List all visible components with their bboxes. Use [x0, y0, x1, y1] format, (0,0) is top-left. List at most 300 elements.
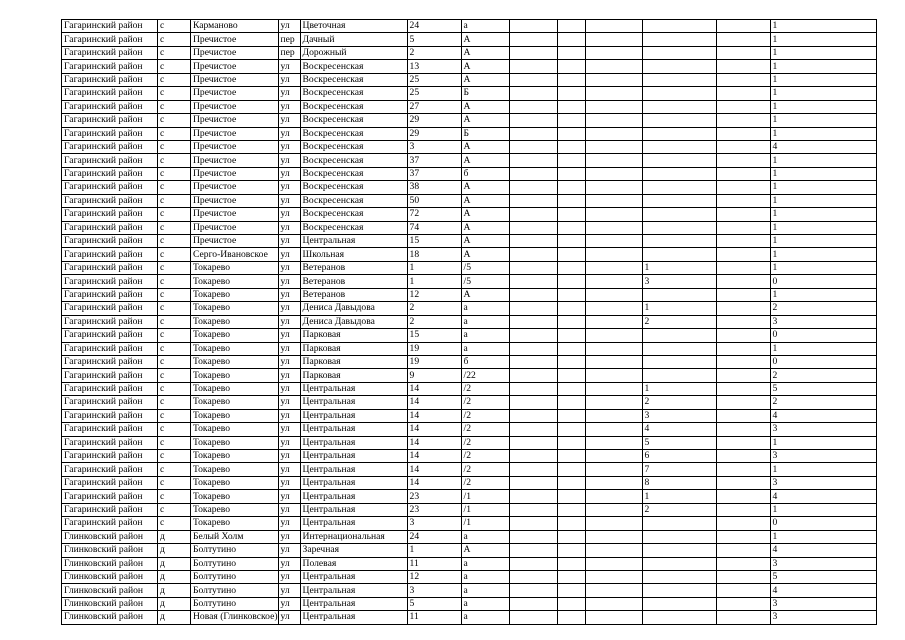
cell-district: Гагаринский район: [62, 87, 158, 100]
cell-house: 38: [407, 181, 461, 194]
cell-house: 12: [407, 570, 461, 583]
cell-house: 29: [407, 114, 461, 127]
cell-c10: [585, 329, 642, 342]
cell-house: 14: [407, 382, 461, 395]
cell-count: 1: [770, 154, 876, 167]
cell-district: Гагаринский район: [62, 382, 158, 395]
cell-c12: [716, 114, 770, 127]
cell-locality: Пречистое: [191, 194, 279, 207]
cell-letter: а: [461, 557, 509, 570]
cell-count: 1: [770, 181, 876, 194]
cell-c8: [509, 261, 557, 274]
cell-c9: [557, 355, 585, 368]
cell-type: с: [158, 127, 191, 140]
cell-street_type: ул: [278, 302, 300, 315]
cell-house: 19: [407, 342, 461, 355]
cell-c12: [716, 60, 770, 73]
cell-type: с: [158, 167, 191, 180]
cell-type: с: [158, 235, 191, 248]
cell-c10: [585, 503, 642, 516]
cell-locality: Токарево: [191, 450, 279, 463]
cell-c9: [557, 557, 585, 570]
cell-district: Гагаринский район: [62, 114, 158, 127]
cell-c8: [509, 503, 557, 516]
cell-letter: А: [461, 114, 509, 127]
cell-c8: [509, 530, 557, 543]
cell-district: Гагаринский район: [62, 46, 158, 59]
cell-c9: [557, 463, 585, 476]
cell-c10: [585, 235, 642, 248]
cell-district: Гагаринский район: [62, 248, 158, 261]
cell-apartment: [642, 181, 716, 194]
cell-c9: [557, 60, 585, 73]
cell-c12: [716, 140, 770, 153]
table-row: [62, 476, 877, 489]
cell-letter: Б: [461, 87, 509, 100]
cell-c10: [585, 20, 642, 33]
cell-district: Глинковский район: [62, 584, 158, 597]
cell-apartment: [642, 584, 716, 597]
cell-c9: [557, 315, 585, 328]
cell-c9: [557, 302, 585, 315]
cell-apartment: 7: [642, 463, 716, 476]
cell-c12: [716, 154, 770, 167]
cell-house: 24: [407, 530, 461, 543]
cell-street_type: ул: [278, 570, 300, 583]
cell-apartment: 4: [642, 423, 716, 436]
cell-c10: [585, 382, 642, 395]
cell-house: 50: [407, 194, 461, 207]
table-row: [62, 342, 877, 355]
cell-locality: Пречистое: [191, 208, 279, 221]
cell-count: 1: [770, 127, 876, 140]
cell-letter: а: [461, 20, 509, 33]
cell-district: Глинковский район: [62, 611, 158, 624]
cell-street_type: ул: [278, 450, 300, 463]
cell-count: 1: [770, 100, 876, 113]
cell-locality: Пречистое: [191, 154, 279, 167]
cell-type: с: [158, 476, 191, 489]
cell-c8: [509, 517, 557, 530]
cell-c9: [557, 329, 585, 342]
cell-street: Центральная: [300, 597, 407, 610]
cell-c10: [585, 140, 642, 153]
cell-apartment: 2: [642, 315, 716, 328]
cell-apartment: [642, 288, 716, 301]
cell-house: 14: [407, 436, 461, 449]
cell-house: 23: [407, 503, 461, 516]
cell-c10: [585, 302, 642, 315]
cell-count: 4: [770, 490, 876, 503]
cell-c10: [585, 208, 642, 221]
cell-letter: а: [461, 530, 509, 543]
cell-house: 25: [407, 87, 461, 100]
cell-type: с: [158, 248, 191, 261]
cell-locality: Пречистое: [191, 221, 279, 234]
cell-letter: А: [461, 544, 509, 557]
cell-c8: [509, 87, 557, 100]
cell-locality: Пречистое: [191, 100, 279, 113]
cell-c8: [509, 194, 557, 207]
table-row: [62, 100, 877, 113]
cell-c10: [585, 261, 642, 274]
table-row: [62, 127, 877, 140]
cell-street_type: ул: [278, 342, 300, 355]
cell-count: 1: [770, 288, 876, 301]
cell-c9: [557, 248, 585, 261]
cell-c8: [509, 382, 557, 395]
cell-c10: [585, 154, 642, 167]
cell-street_type: ул: [278, 275, 300, 288]
cell-type: с: [158, 194, 191, 207]
cell-c12: [716, 342, 770, 355]
cell-street_type: ул: [278, 127, 300, 140]
cell-house: 5: [407, 597, 461, 610]
cell-c9: [557, 476, 585, 489]
cell-street: Ветеранов: [300, 275, 407, 288]
cell-type: с: [158, 261, 191, 274]
cell-count: 1: [770, 73, 876, 86]
table-row: [62, 463, 877, 476]
cell-street_type: ул: [278, 517, 300, 530]
cell-house: 13: [407, 60, 461, 73]
cell-letter: А: [461, 194, 509, 207]
cell-district: Гагаринский район: [62, 235, 158, 248]
cell-district: Гагаринский район: [62, 261, 158, 274]
cell-type: с: [158, 73, 191, 86]
table-row: [62, 517, 877, 530]
cell-district: Гагаринский район: [62, 288, 158, 301]
cell-street_type: ул: [278, 530, 300, 543]
cell-locality: Пречистое: [191, 60, 279, 73]
cell-letter: А: [461, 100, 509, 113]
cell-type: д: [158, 530, 191, 543]
cell-street: Интернациональная: [300, 530, 407, 543]
cell-district: Гагаринский район: [62, 167, 158, 180]
cell-street: Воскресенская: [300, 181, 407, 194]
cell-street: Воскресенская: [300, 167, 407, 180]
cell-c10: [585, 436, 642, 449]
cell-house: 12: [407, 288, 461, 301]
table-row: [62, 450, 877, 463]
cell-letter: А: [461, 154, 509, 167]
cell-c10: [585, 517, 642, 530]
cell-house: 14: [407, 409, 461, 422]
cell-street_type: ул: [278, 248, 300, 261]
cell-house: 25: [407, 73, 461, 86]
cell-street: Центральная: [300, 436, 407, 449]
cell-locality: Токарево: [191, 409, 279, 422]
cell-c12: [716, 476, 770, 489]
cell-apartment: [642, 194, 716, 207]
cell-count: 1: [770, 463, 876, 476]
cell-type: с: [158, 288, 191, 301]
cell-count: 1: [770, 87, 876, 100]
cell-house: 14: [407, 450, 461, 463]
cell-street_type: ул: [278, 409, 300, 422]
cell-count: 0: [770, 275, 876, 288]
cell-letter: /2: [461, 450, 509, 463]
cell-locality: Пречистое: [191, 181, 279, 194]
cell-street_type: ул: [278, 423, 300, 436]
cell-c9: [557, 114, 585, 127]
cell-apartment: 1: [642, 261, 716, 274]
cell-locality: Токарево: [191, 423, 279, 436]
cell-letter: А: [461, 235, 509, 248]
cell-c12: [716, 315, 770, 328]
cell-c10: [585, 570, 642, 583]
cell-count: 2: [770, 369, 876, 382]
cell-c10: [585, 544, 642, 557]
cell-street_type: ул: [278, 382, 300, 395]
cell-house: 14: [407, 463, 461, 476]
cell-count: 1: [770, 20, 876, 33]
cell-locality: Болтутино: [191, 584, 279, 597]
cell-c12: [716, 181, 770, 194]
cell-c9: [557, 127, 585, 140]
cell-c12: [716, 503, 770, 516]
cell-c8: [509, 597, 557, 610]
cell-c12: [716, 382, 770, 395]
cell-c12: [716, 221, 770, 234]
cell-locality: Токарево: [191, 517, 279, 530]
cell-letter: А: [461, 33, 509, 46]
cell-c8: [509, 275, 557, 288]
cell-c8: [509, 302, 557, 315]
cell-c10: [585, 557, 642, 570]
table-row: [62, 167, 877, 180]
cell-c9: [557, 73, 585, 86]
cell-district: Гагаринский район: [62, 315, 158, 328]
cell-street: Дачный: [300, 33, 407, 46]
cell-count: 3: [770, 423, 876, 436]
cell-c10: [585, 46, 642, 59]
cell-street: Воскресенская: [300, 60, 407, 73]
cell-type: с: [158, 503, 191, 516]
cell-house: 18: [407, 248, 461, 261]
cell-count: 4: [770, 544, 876, 557]
cell-letter: А: [461, 46, 509, 59]
cell-street: Парковая: [300, 369, 407, 382]
cell-c10: [585, 369, 642, 382]
cell-street: Центральная: [300, 570, 407, 583]
table-body: [62, 20, 877, 625]
cell-apartment: [642, 329, 716, 342]
cell-c12: [716, 248, 770, 261]
cell-c8: [509, 221, 557, 234]
cell-locality: Токарево: [191, 396, 279, 409]
cell-district: Глинковский район: [62, 597, 158, 610]
table-row: [62, 436, 877, 449]
cell-count: 5: [770, 570, 876, 583]
cell-c12: [716, 235, 770, 248]
cell-type: с: [158, 221, 191, 234]
cell-street_type: ул: [278, 235, 300, 248]
cell-type: д: [158, 597, 191, 610]
cell-locality: Пречистое: [191, 33, 279, 46]
cell-letter: а: [461, 570, 509, 583]
cell-type: с: [158, 181, 191, 194]
cell-apartment: [642, 221, 716, 234]
cell-locality: Токарево: [191, 382, 279, 395]
table-row: [62, 423, 877, 436]
cell-c10: [585, 611, 642, 624]
cell-c9: [557, 409, 585, 422]
cell-c10: [585, 33, 642, 46]
table-row: [62, 33, 877, 46]
cell-c10: [585, 181, 642, 194]
table-row: [62, 584, 877, 597]
cell-count: 2: [770, 302, 876, 315]
cell-c12: [716, 261, 770, 274]
cell-street: Воскресенская: [300, 127, 407, 140]
cell-c8: [509, 167, 557, 180]
cell-street_type: ул: [278, 396, 300, 409]
cell-house: 3: [407, 517, 461, 530]
cell-house: 1: [407, 261, 461, 274]
cell-c12: [716, 450, 770, 463]
cell-apartment: 2: [642, 396, 716, 409]
table-row: [62, 114, 877, 127]
cell-c12: [716, 409, 770, 422]
cell-apartment: [642, 73, 716, 86]
cell-street_type: ул: [278, 476, 300, 489]
cell-street_type: ул: [278, 329, 300, 342]
cell-street: Центральная: [300, 235, 407, 248]
cell-letter: /2: [461, 382, 509, 395]
cell-district: Гагаринский район: [62, 329, 158, 342]
cell-house: 24: [407, 20, 461, 33]
cell-street_type: ул: [278, 436, 300, 449]
cell-type: с: [158, 517, 191, 530]
table-row: [62, 261, 877, 274]
cell-letter: /1: [461, 517, 509, 530]
table-row: [62, 73, 877, 86]
table-row: [62, 355, 877, 368]
cell-house: 11: [407, 611, 461, 624]
cell-letter: /2: [461, 396, 509, 409]
cell-house: 72: [407, 208, 461, 221]
table-row: [62, 46, 877, 59]
cell-house: 3: [407, 584, 461, 597]
cell-c9: [557, 530, 585, 543]
cell-house: 2: [407, 315, 461, 328]
cell-c9: [557, 517, 585, 530]
cell-letter: а: [461, 342, 509, 355]
cell-apartment: [642, 530, 716, 543]
cell-c8: [509, 248, 557, 261]
cell-house: 37: [407, 154, 461, 167]
cell-district: Гагаринский район: [62, 355, 158, 368]
table-row: [62, 557, 877, 570]
cell-street_type: ул: [278, 261, 300, 274]
cell-letter: а: [461, 329, 509, 342]
cell-apartment: [642, 597, 716, 610]
cell-district: Гагаринский район: [62, 140, 158, 153]
cell-street: Центральная: [300, 517, 407, 530]
cell-c8: [509, 329, 557, 342]
cell-c12: [716, 597, 770, 610]
cell-letter: /5: [461, 275, 509, 288]
cell-street: Воскресенская: [300, 208, 407, 221]
cell-street: Воскресенская: [300, 221, 407, 234]
cell-c9: [557, 503, 585, 516]
cell-c12: [716, 288, 770, 301]
cell-c9: [557, 100, 585, 113]
cell-apartment: 5: [642, 436, 716, 449]
cell-c8: [509, 46, 557, 59]
cell-locality: Токарево: [191, 302, 279, 315]
cell-letter: /2: [461, 409, 509, 422]
table-row: [62, 87, 877, 100]
cell-district: Гагаринский район: [62, 154, 158, 167]
cell-count: 4: [770, 409, 876, 422]
cell-district: Гагаринский район: [62, 490, 158, 503]
cell-c8: [509, 20, 557, 33]
cell-letter: А: [461, 181, 509, 194]
cell-house: 37: [407, 167, 461, 180]
table-row: [62, 221, 877, 234]
cell-district: Глинковский район: [62, 570, 158, 583]
cell-c8: [509, 140, 557, 153]
cell-c9: [557, 33, 585, 46]
cell-c8: [509, 436, 557, 449]
cell-type: с: [158, 396, 191, 409]
cell-letter: Б: [461, 127, 509, 140]
cell-street: Дорожный: [300, 46, 407, 59]
cell-c12: [716, 396, 770, 409]
cell-apartment: 3: [642, 275, 716, 288]
cell-type: с: [158, 490, 191, 503]
cell-count: 1: [770, 46, 876, 59]
cell-c8: [509, 235, 557, 248]
cell-letter: А: [461, 288, 509, 301]
cell-locality: Токарево: [191, 476, 279, 489]
cell-street: Воскресенская: [300, 114, 407, 127]
cell-street_type: ул: [278, 463, 300, 476]
cell-letter: /1: [461, 503, 509, 516]
cell-c9: [557, 450, 585, 463]
cell-apartment: [642, 140, 716, 153]
cell-c9: [557, 275, 585, 288]
cell-apartment: [642, 369, 716, 382]
cell-apartment: 1: [642, 382, 716, 395]
cell-street: Заречная: [300, 544, 407, 557]
table-row: [62, 208, 877, 221]
cell-street: Дениса Давыдова: [300, 302, 407, 315]
cell-street_type: ул: [278, 369, 300, 382]
cell-c8: [509, 73, 557, 86]
cell-type: с: [158, 369, 191, 382]
cell-c10: [585, 584, 642, 597]
cell-c12: [716, 46, 770, 59]
cell-c9: [557, 194, 585, 207]
cell-c9: [557, 436, 585, 449]
cell-street: Дениса Давыдова: [300, 315, 407, 328]
cell-c8: [509, 127, 557, 140]
cell-c10: [585, 60, 642, 73]
cell-c9: [557, 154, 585, 167]
cell-house: 3: [407, 140, 461, 153]
cell-c9: [557, 46, 585, 59]
table-row: [62, 597, 877, 610]
cell-district: Гагаринский район: [62, 409, 158, 422]
cell-c10: [585, 275, 642, 288]
cell-street_type: ул: [278, 208, 300, 221]
cell-apartment: [642, 544, 716, 557]
cell-count: 0: [770, 517, 876, 530]
cell-type: д: [158, 557, 191, 570]
